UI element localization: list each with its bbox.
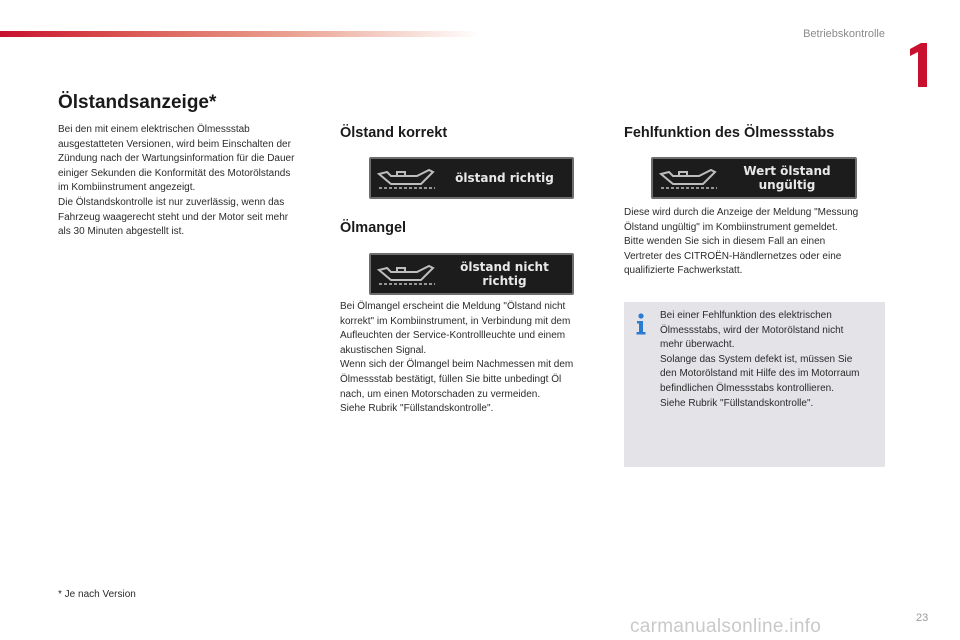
- text-line: Ölmessstabs, wird der Motorölstand nicht: [660, 324, 844, 336]
- text-line: im Kombiinstrument angezeigt.: [58, 182, 196, 194]
- fault-text: [624, 206, 886, 279]
- text-line: korrekt" im Kombiinstrument, in Verbindung mit dem: [340, 315, 571, 327]
- text-line: Siehe Rubrik "Füllstandskontrolle".: [340, 403, 494, 415]
- display-text: ölstand richtig: [455, 171, 554, 185]
- oil-can-icon: [659, 166, 719, 190]
- text-line: Wenn sich der Ölmangel beim Nachmessen mit dem: [340, 359, 574, 371]
- text-line: Aufleuchten der Service-Kontrollleuchte und einem: [340, 330, 566, 342]
- display-oil-correct: [369, 157, 574, 199]
- display-text: ungültig: [758, 178, 816, 192]
- text-line: ausgestatteten Versionen, wird beim Einschalten der: [58, 138, 291, 150]
- low-oil-text: [340, 300, 602, 417]
- text-line: Zündung nach der Wartungsinformation für die Dauer: [58, 153, 295, 165]
- footnote: * Je nach Version: [58, 589, 136, 600]
- heading-oil-low: Ölmangel: [340, 220, 407, 236]
- display-dipstick-fault: [651, 157, 857, 199]
- text-line: Fahrzeug waagerecht steht und der Motor seit mehr: [58, 211, 289, 223]
- section-title: Betriebskontrolle: [803, 28, 885, 40]
- text-line: qualifizierte Fachwerkstatt.: [624, 265, 743, 277]
- text-line: befindlichen Ölmessstabs kontrollieren.: [660, 382, 834, 394]
- text-line: Solange das System defekt ist, müssen Sie: [660, 353, 853, 365]
- text-line: Diese wird durch die Anzeige der Meldung "Messung: [624, 207, 859, 218]
- text-line: Bei den mit einem elektrischen Ölmessstab: [58, 124, 250, 135]
- oil-can-icon: [377, 166, 437, 190]
- text-line: Bitte wenden Sie sich in diesem Fall an einen: [624, 236, 826, 248]
- text-line: Bei Ölmangel erscheint die Meldung "Ölstand nicht: [340, 301, 566, 312]
- watermark: carmanualsonline.info: [630, 616, 822, 637]
- display-text: richtig: [482, 274, 527, 288]
- info-icon: [634, 313, 648, 335]
- text-line: nach, um einen Motorschaden zu vermeiden.: [340, 388, 541, 400]
- text-line: akustischen Signal.: [340, 344, 427, 356]
- text-line: einiger Sekunden die Konformität des Motorölstands: [58, 167, 291, 179]
- heading-oil-correct: Ölstand korrekt: [340, 125, 448, 141]
- text-line: mehr überwacht.: [660, 339, 735, 351]
- header-accent-bar: [0, 31, 480, 37]
- text-line: den Motorölstand mit Hilfe des im Motorraum: [660, 368, 860, 380]
- text-line: Ölstand ungültig" im Kombiinstrument gemeldet.: [624, 221, 838, 233]
- heading-dipstick-fault: Fehlfunktion des Ölmessstabs: [624, 125, 835, 141]
- text-line: Bei einer Fehlfunktion des elektrischen: [660, 310, 832, 321]
- intro-text: [58, 123, 320, 240]
- chapter-number: [907, 43, 927, 87]
- display-text: Wert ölstand: [743, 164, 831, 178]
- display-text: ölstand nicht: [460, 260, 549, 274]
- text-line: Vertreter des CITROËN-Händlernetzes oder eine: [624, 250, 842, 262]
- text-line: Siehe Rubrik "Füllstandskontrolle".: [660, 397, 814, 409]
- page-title: Ölstandsanzeige*: [58, 92, 217, 113]
- oil-can-icon: [377, 262, 437, 286]
- display-oil-low: [369, 253, 574, 295]
- text-line: Ölmessstab bestätigt, füllen Sie bitte unbedingt Öl: [340, 373, 562, 385]
- page-number: 23: [916, 612, 929, 624]
- info-box: [624, 302, 885, 467]
- text-line: als 30 Minuten abgestellt ist.: [58, 226, 185, 238]
- text-line: Die Ölstandskontrolle ist nur zuverlässig, wenn das: [58, 196, 285, 208]
